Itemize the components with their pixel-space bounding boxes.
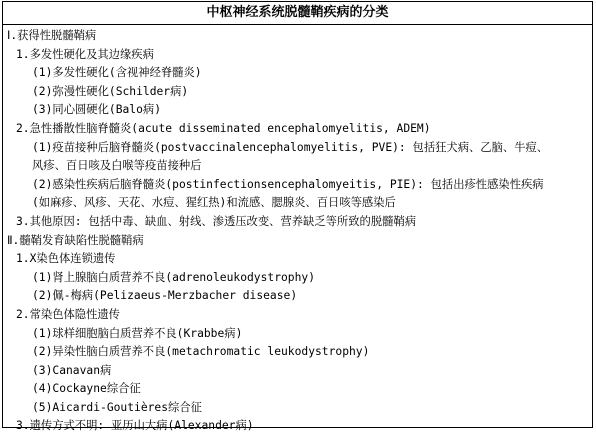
classification-line: (3)Canavan病	[32, 363, 112, 377]
classification-line: 2.常染色体隐性遗传	[16, 307, 120, 321]
classification-line: (1)疫苗接种后脑脊髓炎(postvaccinalencephalomyelitis, PVE): 包括狂犬病、乙脑、牛痘、	[32, 140, 549, 154]
classification-line: 风疹、百日咳及白喉等疫苗接种后	[32, 159, 202, 173]
classification-line: Ⅱ.髓鞘发育缺陷性脱髓鞘病	[7, 233, 144, 247]
classification-line: 1.X染色体连锁遗传	[16, 252, 116, 266]
classification-line: (3)同心圆硬化(Balo病)	[32, 103, 161, 117]
classification-line: (2)弥漫性硬化(Schilder病)	[32, 84, 189, 98]
table-body	[3, 25, 592, 436]
classification-table	[2, 1, 593, 433]
classification-line: (1)多发性硬化(含视神经脊髓炎)	[32, 66, 202, 80]
classification-line: 1.多发性硬化及其边缘疾病	[16, 47, 154, 61]
classification-line: (2)佩-梅病(Pelizaeus-Merzbacher disease)	[32, 289, 298, 303]
classification-line: 3.遗传方式不明: 亚历山大病(Alexander病)	[16, 419, 254, 433]
classification-line: (4)Cockayne综合征	[32, 382, 141, 396]
classification-line: (2)感染性疾病后脑脊髓炎(postinfectionsencephalomyeitis, PIE): 包括出疹性感染性疾病	[32, 177, 544, 191]
classification-line: 3.其他原因: 包括中毒、缺血、射线、渗透压改变、营养缺乏等所致的脱髓鞘病	[16, 214, 417, 228]
classification-line: Ⅰ.获得性脱髓鞘病	[7, 29, 97, 42]
classification-line: (1)球样细胞脑白质营养不良(Krabbe病)	[32, 326, 243, 340]
classification-line: (2)异染性脑白质营养不良(metachromatic leukodystrophy)	[32, 345, 370, 359]
classification-line: (5)Aicardi-Goutières综合征	[32, 400, 202, 414]
table-title: 中枢神经系统脱髓鞘疾病的分类	[3, 2, 592, 25]
classification-line: (如麻疹、风疹、天花、水痘、猩红热)和流感、腮腺炎、百日咳等感染后	[32, 196, 396, 210]
classification-line: (1)肾上腺脑白质营养不良(adrenoleukodystrophy)	[32, 270, 316, 284]
classification-line: 2.急性播散性脑脊髓炎(acute disseminated encephalomyelitis, ADEM)	[16, 121, 431, 135]
